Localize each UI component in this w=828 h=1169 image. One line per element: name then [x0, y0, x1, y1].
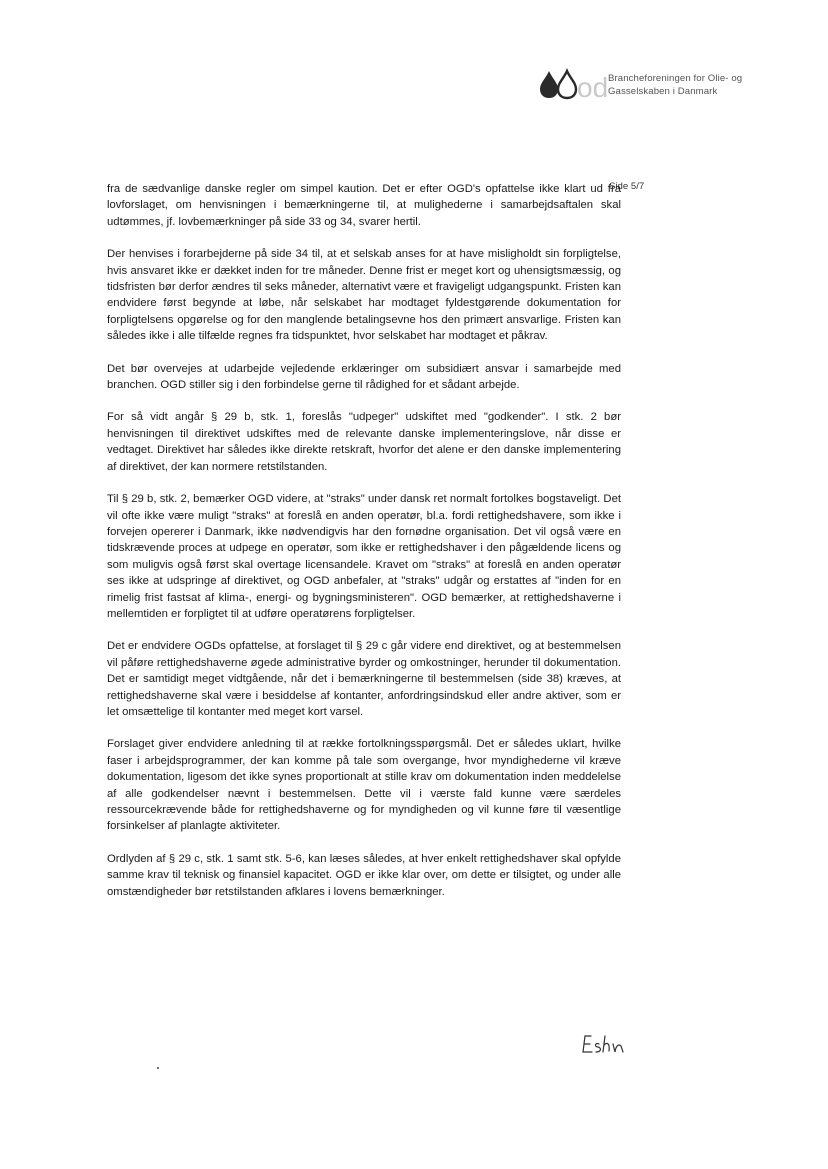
- logo-text: od: [577, 72, 609, 103]
- org-line-1: Brancheforeningen for Olie- og: [608, 73, 743, 84]
- document-body: [107, 181, 621, 916]
- paragraph-2: Der henvises i forarbejderne på side 34 til, at et selskab anses for at have misligholdt sin forpligtelse, hvis ansvaret ikke er dækket inden for tre måneder. Denne frist er meget kort og uhensigtsmæssig, og tidsfristen bør derfor ændres til seks måneder, alternativt være et fravigeligt udgangspunkt. Fristen kan endvidere først begynde at løbe, når selskabet har modtaget fyldestgørende dokumentation for forpligtelsens opgørelse og for den manglende betalingsevne hos den primært ansvarlige. Fristen kan således ikke i alle tilfælde regnes fra tidspunktet, hvor selskabet har modtaget et påkrav.: [107, 248, 621, 343]
- page-number: Side 5/7: [609, 181, 645, 192]
- handwritten-signature: [581, 1032, 629, 1056]
- org-line-2: Gasselskaben i Danmark: [608, 86, 718, 97]
- organization-name: [608, 72, 742, 98]
- paragraph-8: Ordlyden af § 29 c, stk. 1 samt stk. 5-6, kan læses således, at hver enkelt rettighedshaver skal opfylde samme krav til teknisk og finansiel kapacitet. OGD er ikke klar over, om dette er tilsigtet, og under alle omstændigheder bør retstilstanden afklares i lovens bemærkninger.: [107, 852, 621, 898]
- ogd-droplets-logo-icon: [538, 68, 609, 103]
- paragraph-4: For så vidt angår § 29 b, stk. 1, foreslås "udpeger" udskiftet med "godkender". I stk. 2 bør henvisningen til direktivet udskiftes med de relevante danske implementeringslove, når disse er vedtaget. Direktivet har således ikke direkte retskraft, hvorfor det alene er den danske implementering af direktivet, der kan normere retstilstanden.: [107, 411, 621, 473]
- paragraph-6: Det er endvidere OGDs opfattelse, at forslaget til § 29 c går videre end direktivet, og at bestemmelsen vil påføre rettighedshaverne øgede administrative byrder og omkostninger, herunder til dokumentation. Det er samtidigt meget vidtgående, når det i bemærkningerne til bestemmelsen (side 38) kræves, at rettighedshaverne skal være i besiddelse af kontanter, anfordringsindskud eller andre aktiver, som er let omsættelige til kontanter med meget kort varsel.: [107, 640, 621, 718]
- paragraph-7: Forslaget giver endvidere anledning til at række fortolkningsspørgsmål. Det er således uklart, hvilke faser i arbejdsprogrammer, der kan komme på tale som overgange, hvor myndighederne vil kræve dokumentation, ligesom det ikke synes proportionalt at stille krav om dokumentation inden meddelelse af alle godkendelser nævnt i bestemmelsen. Dette vil i værste fald kunne være særdeles ressourcekrævende både for rettighedshaverne og for myndigheden og vil kunne føre til væsentlige forsinkelser af planlagte aktiviteter.: [107, 738, 621, 833]
- stray-mark: [157, 1067, 159, 1069]
- paragraph-1: fra de sædvanlige danske regler om simpel kaution. Det er efter OGD's opfattelse ikke klart ud fra lovforslaget, om henvisningen i bemærkningerne til, at mulighederne i samarbejdsaftalen skal udtømmes, jf. lovbemærkninger på side 33 og 34, svarer hertil.: [107, 183, 621, 228]
- paragraph-3: Det bør overvejes at udarbejde vejledende erklæringer om subsidiært ansvar i samarbejde med branchen. OGD stiller sig i den forbindelse gerne til rådighed for et sådant arbejde.: [107, 362, 621, 392]
- paragraph-5: Til § 29 b, stk. 2, bemærker OGD videre, at "straks" under dansk ret normalt fortolkes bogstaveligt. Det vil ofte ikke være muligt "straks" at foreslå en anden operatør, bl.a. fordi rettighedshavere, som ikke i forvejen opererer i Danmark, ikke nødvendigvis har den fornødne organisation. Det vil også være en tidskrævende proces at udpege en operatør, som ikke er rettighedshaver i den pågældende licens og som muligvis også først skal overtage licensandele. Kravet om "straks" at foreslå en anden operatør ses ikke at udspringe af direktivet, og OGD anbefaler, at "straks" udgår og erstattes af "inden for en rimelig frist fastsat af klima-, energi- og bygningsministeren". OGD bemærker, at rettighedshaverne i mellemtiden er forpligtet til at udføre operatørens forpligtelser.: [107, 493, 621, 620]
